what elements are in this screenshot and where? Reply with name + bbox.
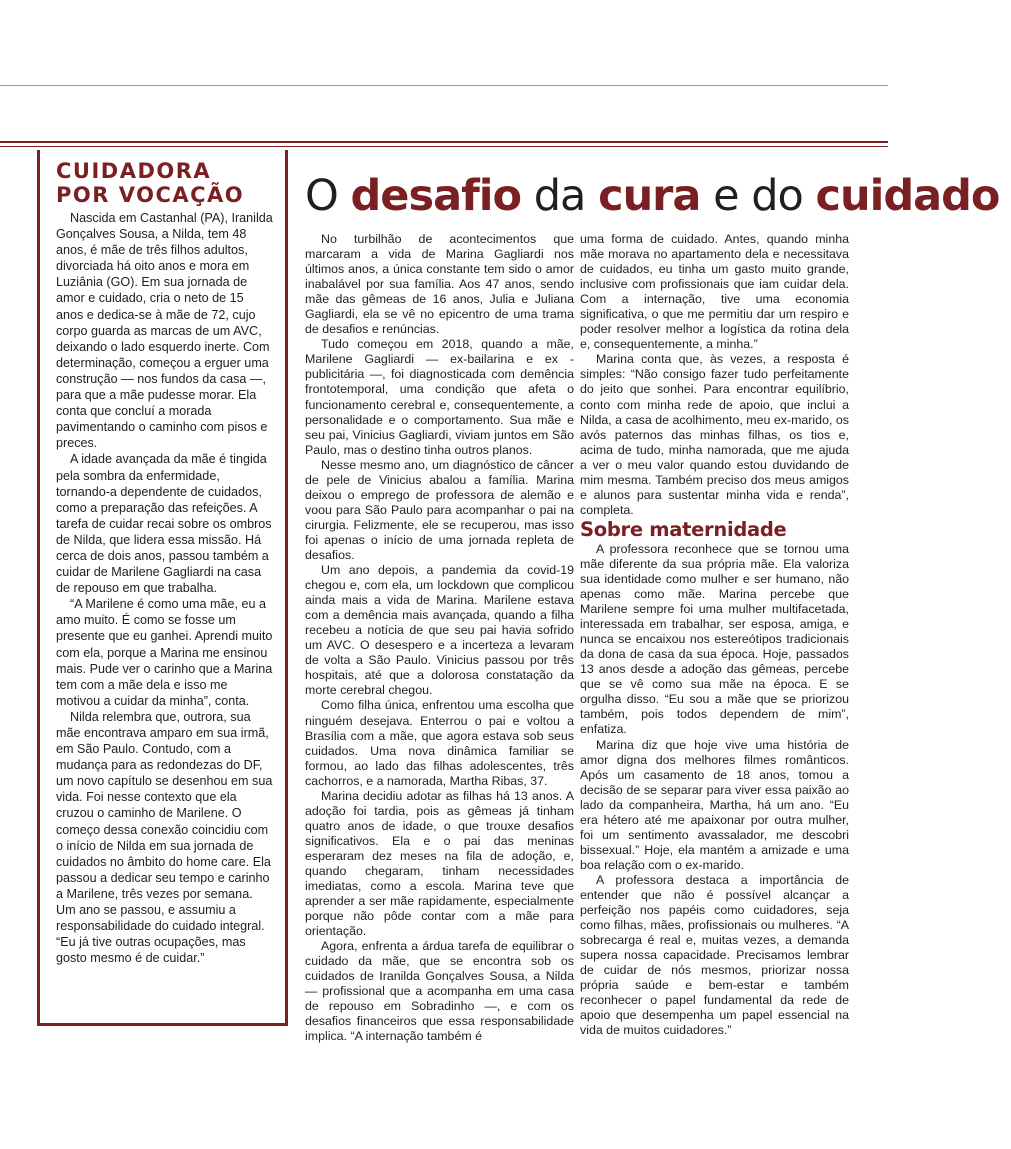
sidebar-title xyxy=(56,159,273,207)
article-paragraph: Marina decidiu adotar as filhas há 13 anos. A adoção foi tardia, pois as gêmeas já tinham quatro anos de idade, o que trouxe desafios significativos. Ela e o pai das meninas esperaram dez meses na fila de adoção, e, quando chegaram, tinham necessidades imediatas, como a escola. Marina teve que aprender a ser mãe rapidamente, especialmente porque não pôde contar com a mãe para orientação. xyxy=(305,788,574,939)
article-paragraph: Agora, enfrenta a árdua tarefa de equilibrar o cuidado da mãe, que se encontra sob os cuidados de Iranilda Gonçalves Sousa, a Nilda — profissional que a acompanha em uma casa de repouso em Sobradinho —, e com os desafios financeiros que essa responsabilidade implica. “A internação também é xyxy=(305,939,574,1044)
sidebar-text xyxy=(56,210,273,966)
sidebar-paragraph: Nascida em Castanhal (PA), Iranilda Gonçalves Sousa, a Nilda, tem 48 anos, é mãe de três filhos adultos, divorciada há oito anos e mora em Luziânia (GO). Em sua jornada de amor e cuidado, cria o neto de 15 anos e dedica-se à mãe de 72, cujo corpo guarda as marcas de um AVC, deixando o lado esquerdo inerte. Com determinação, começou a erguer uma construção — nos fundos da casa —, para que a mãe pudesse morar. Ela conta que concluí a morada pavimentando o caminho com pisos e preces. xyxy=(56,211,273,451)
article-paragraph: No turbilhão de acontecimentos que marcaram a vida de Marina Gagliardi nos últimos anos, a única constante tem sido o amor inabalável por sua família. Aos 47 anos, sendo mãe das gêmeas de 16 anos, Julia e Juliana Gagliardi, ela se vê no epicentro de uma trama de desafios e renúncias. xyxy=(305,232,574,337)
sidebar-paragraph: Nilda relembra que, outrora, sua mãe encontrava amparo em sua irmã, em São Paulo. Contudo, com a mudança para as redondezas do DF, um novo capítulo se desenhou em sua vida. Foi nesse contexto que ela cruzou o caminho de Marilene. O começo dessa conexão coincidiu com o início de Nilda em sua jornada de cuidados no âmbito do home care. Ela passou a dedicar seu tempo e carinho a Marilene, três vezes por semana. Um ano se passou, e assumiu a responsabilidade do cuidado integral. “Eu já tive outras ocupações, mas gosto mesmo é de cuidar.” xyxy=(56,709,273,966)
headline-word: O xyxy=(305,171,338,221)
article-paragraph: A professora reconhece que se tornou uma mãe diferente da sua própria mãe. Ela valoriza sua identidade como mulher e ser humano, não apenas como mãe. Marina percebe que Marilene sempre foi uma mulher multifacetada, interessada em trabalhar, ser esposa, amiga, e nunca se encaixou nos estereótipos tradicionais da dona de casa da sua época. Hoje, passados 13 anos desde a adoção das gêmeas, percebe que se vê como sua mãe na época. E se orgulha disso. “Eu sou a mãe que se priorizou também, pois todos dependem de mim”, enfatiza. xyxy=(580,541,849,737)
headline-word: da xyxy=(533,171,586,221)
article-headline xyxy=(305,166,1000,230)
article-paragraph: Marina conta que, às vezes, a resposta é simples: “Não consigo fazer tudo perfeitamente do jeito que sonhei. Para encontrar equilíbrio, conto com minha rede de apoio, que inclui a Nilda, a casa de acolhimento, meu ex-marido, os avós paternos das minhas filhas, os tios e, acima de tudo, minha namorada, que me ajuda a ver o meu valor quando estou duvidando de mim mesma. Também preciso dos meus amigos e alunos para sustentar minha vida e renda”, completa. xyxy=(580,352,849,517)
header-rule-thick xyxy=(0,141,888,143)
sidebar-paragraph: “A Marilene é como uma mãe, eu a amo muito. É como se fosse um presente que eu ganhei. Aprendi muito com ela, porque a Marina me ensinou mais. Pude ver o carinho que a Marina tem com a mãe dela e isso me motivou a cuidar da minha”, conta. xyxy=(56,597,273,708)
sidebar-title-line1: CUIDADORA xyxy=(56,159,212,183)
article-column-1 xyxy=(305,232,574,1045)
headline-word-highlight: desafio xyxy=(350,171,522,221)
headline-word: e do xyxy=(713,171,803,221)
headline-word-highlight: cuidado xyxy=(815,171,1000,221)
header-rule-thin xyxy=(0,146,888,147)
headline-word-highlight: cura xyxy=(598,171,701,221)
article-paragraph: uma forma de cuidado. Antes, quando minha mãe morava no apartamento dela e necessitava de cuidados, eu tinha um gasto muito grande, inclusive com profissionais que iam cuidar dela. Com a internação, tive uma economia significativa, o que me permitiu dar um respiro e poder resolver melhor a logística da rotina dela e, consequentemente, a minha.” xyxy=(580,232,849,352)
sidebar-title-line2: POR VOCAÇÃO xyxy=(56,183,245,207)
sidebar-box xyxy=(37,150,288,1026)
sidebar-paragraph: A idade avançada da mãe é tingida pela sombra da enfermidade, tornando-a dependente de cuidados, como a preparação das refeições. A tarefa de cuidar recai sobre os ombros de Nilda, que lidera essa missão. Há cerca de dois anos, passou também a cuidar de Marilene Gagliardi na casa de repouso em que trabalha. xyxy=(56,452,272,596)
section-subheading: Sobre maternidade xyxy=(580,517,787,541)
article-paragraph: Nesse mesmo ano, um diagnóstico de câncer de pele de Vinicius abalou a família. Marina deixou o emprego de professora de alemão e voou para São Paulo para acompanhar o pai na cirurgia. Felizmente, ele se recuperou, mas isso foi apenas o início de uma jornada repleta de desafios. xyxy=(305,457,574,562)
article-paragraph: Tudo começou em 2018, quando a mãe, Marilene Gagliardi — ex-bailarina e ex -publicitária —, foi diagnosticada com demência frontotemporal, uma condição que afeta o funcionamento cerebral e, consequentemente, a personalidade e o comportamento. Sua mãe e seu pai, Vinicius Gagliardi, viviam juntos em São Paulo, mas o destino tinha outros planos. xyxy=(305,337,574,457)
top-rule xyxy=(0,85,888,86)
article-paragraph: Um ano depois, a pandemia da covid-19 chegou e, com ela, um lockdown que complicou ainda mais a vida de Marina. Marilene estava com a demência mais avançada, quando a filha recebeu a notícia de que seu pai havia sofrido um AVC. O desespero e a incerteza a levaram de volta a São Paulo. Vinicius passou por três hospitais, até que a dolorosa constatação da morte cerebral chegou. xyxy=(305,563,574,698)
article-paragraph: Como filha única, enfrentou uma escolha que ninguém desejava. Enterrou o pai e voltou a Brasília com a mãe, que agora estava sob seus cuidados. Uma nova dinâmica familiar se formou, ao lado das filhas adolescentes, três cachorros, e a namorada, Martha Ribas, 37. xyxy=(305,698,574,788)
article-paragraph: A professora destaca a importância de entender que não é possível alcançar a perfeição nos papéis como cuidadores, seja como filhas, mães, profissionais ou mulheres. “A sobrecarga é real e, muitas vezes, a demanda supera nossa capacidade. Precisamos lembrar de cuidar de nós mesmos, priorizar nossa própria saúde e bem-estar e também reconhecer o papel fundamental da rede de apoio que desempenha um papel essencial na vida de muitos cuidadores.” xyxy=(580,872,849,1038)
article-column-2 xyxy=(580,232,849,1038)
article-paragraph: Marina diz que hoje vive uma história de amor digna dos melhores filmes românticos. Após um casamento de 18 anos, tomou a decisão de se separar para viver essa paixão ao lado da companheira, Martha, há um ano. “Eu era hétero até me apaixonar por outra mulher, foi um sentimento avassalador, me descobri bissexual.” Hoje, ela mantém a amizade e uma boa relação com o ex-marido. xyxy=(580,737,849,872)
